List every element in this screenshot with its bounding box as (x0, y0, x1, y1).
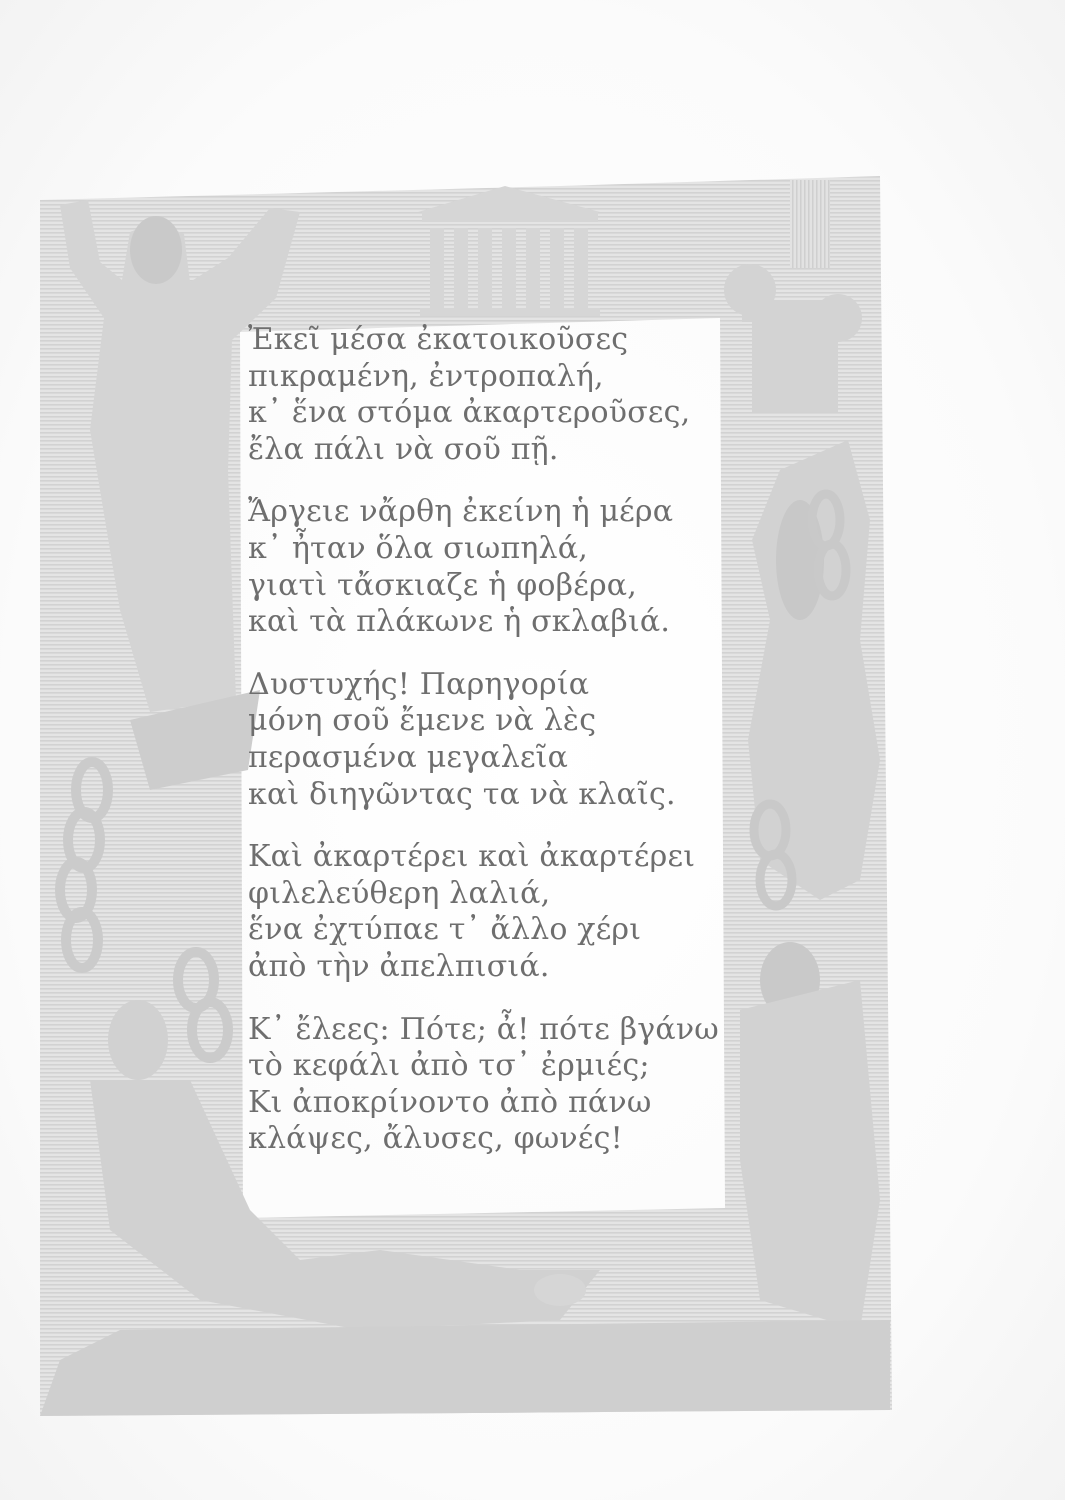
poem-line: ἀπὸ τὴν ἀπελπισιά. (248, 948, 550, 984)
poem-line: Ἐκεῖ μέσα ἐκατοικοῦσες (248, 322, 629, 357)
poem-line: γιατὶ τἄσκιαζε ἡ φοβέρα, (248, 567, 637, 603)
poem-line: Δυστυχής! Παρηγορία (248, 666, 590, 702)
poem-line: κλάψες, ἄλυσες, φωνές! (248, 1121, 623, 1157)
poem-line: περασμένα μεγαλεῖα (248, 739, 569, 775)
poem-line: πικραμένη, ἐντροπαλή, (248, 358, 604, 394)
poem-line: Κ᾿ ἔλεες: Πότε; ἆ! πότε βγάνω (248, 1011, 719, 1047)
poem-line: φιλελεύθερη λαλιά, (248, 875, 551, 911)
poem-line: Ἄργειε νἄρθη ἐκείνη ἡ μέρα (248, 494, 674, 530)
poem-line: καὶ τὰ πλάκωνε ἡ σκλαβιά. (248, 604, 671, 640)
poem-text (248, 322, 718, 1158)
poem-line: τὸ κεφάλι ἀπὸ τσ᾿ ἐρμιές; (248, 1048, 650, 1084)
poem-line: ἕνα ἐχτύπαε τ᾿ ἄλλο χέρι (248, 912, 642, 948)
poem-line: κ᾿ ἕνα στόμα ἀκαρτεροῦσες, (248, 395, 691, 431)
poem-line: ἔλα πάλι νὰ σοῦ πῇ. (248, 431, 559, 467)
stanza-5 (248, 1012, 718, 1158)
stanza-1 (248, 322, 718, 468)
stanza-2 (248, 494, 718, 640)
stanza-3 (248, 667, 718, 813)
poem-line: μόνη σοῦ ἔμενε νὰ λὲς (248, 703, 597, 739)
poem-line: Κι ἀποκρίνοντο ἀπὸ πάνω (248, 1084, 652, 1120)
poem-line: κ᾿ ἦταν ὅλα σιωπηλά, (248, 530, 588, 566)
stanza-4 (248, 839, 718, 985)
poem-line: καὶ διηγῶντας τα νὰ κλαῖς. (248, 776, 676, 812)
poem-line: Καὶ ἀκαρτέρει καὶ ἀκαρτέρει (248, 839, 696, 875)
